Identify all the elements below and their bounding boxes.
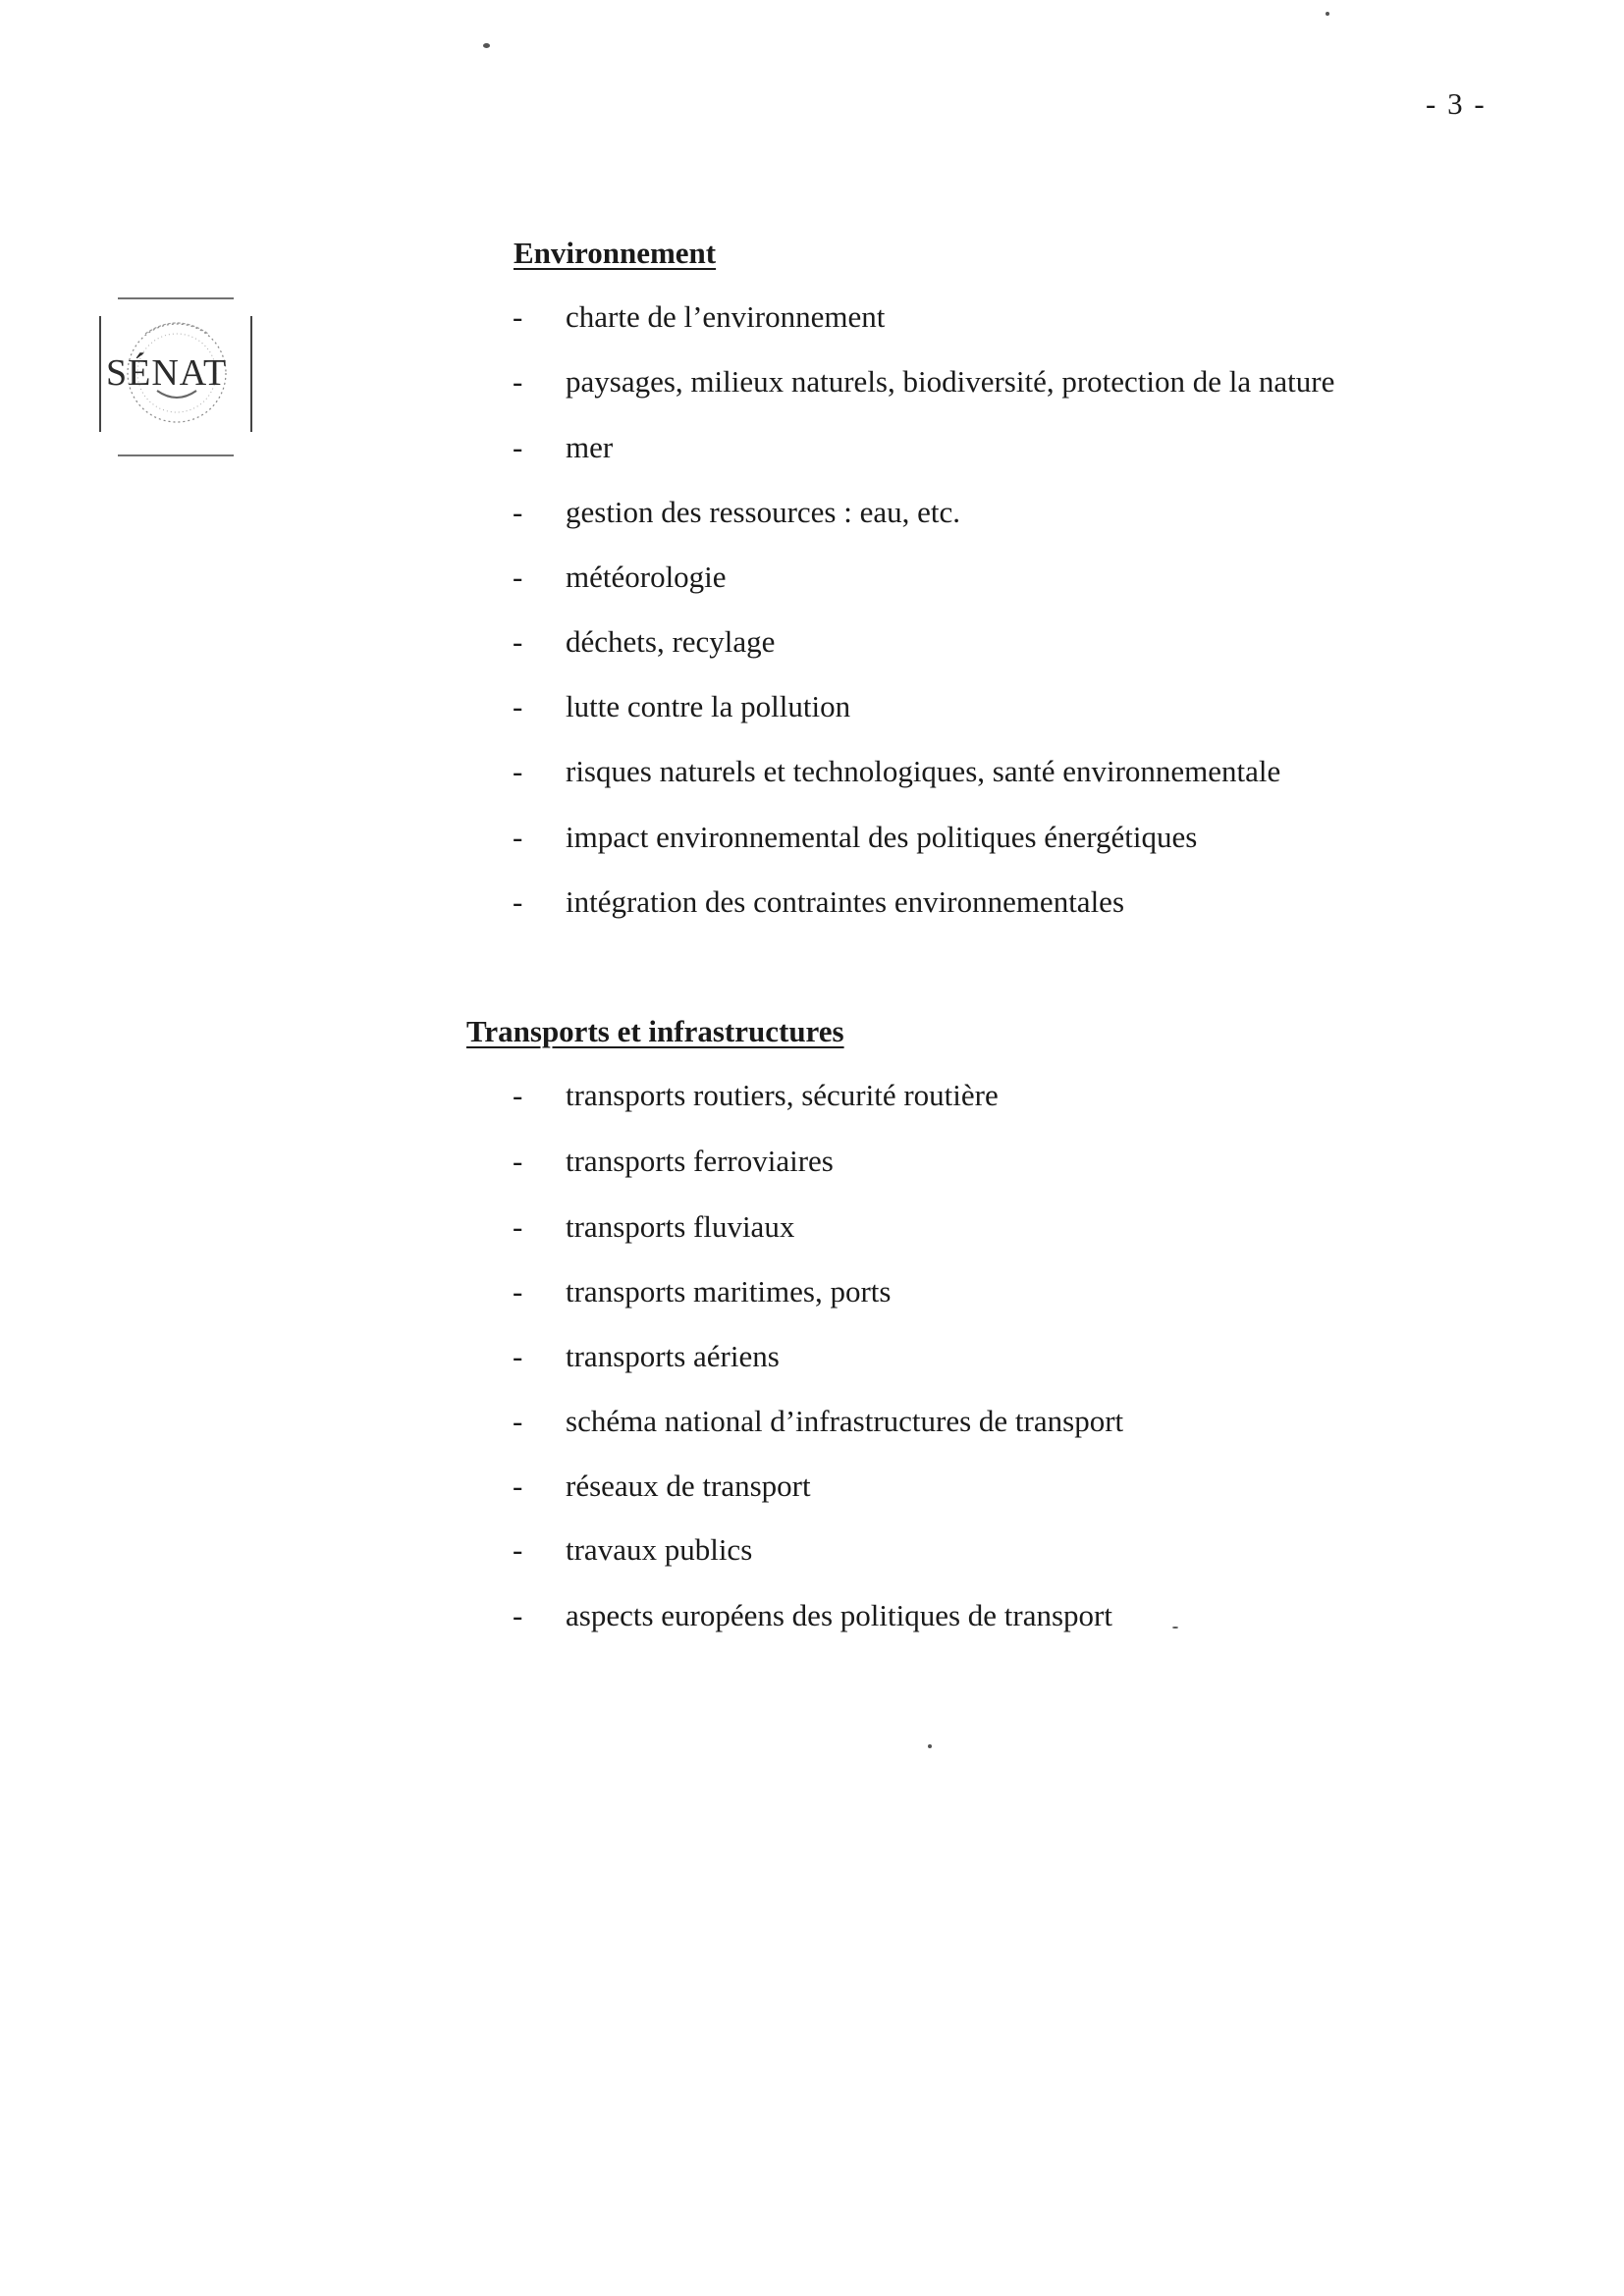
dash: - — [513, 754, 523, 788]
senat-logo-text: SÉNAT — [106, 352, 228, 394]
list-item-text: intégration des contraintes environnementales — [566, 884, 1125, 919]
senat-logo — [98, 294, 255, 459]
list-item-text: transports fluviaux — [566, 1209, 795, 1244]
dash: - — [513, 1274, 523, 1308]
list-item-text: impact environnemental des politiques énergétiques — [566, 820, 1198, 854]
list-item-text: transports maritimes, ports — [566, 1274, 892, 1308]
dash: - — [513, 1209, 523, 1244]
list-item-text: transports aériens — [566, 1339, 780, 1373]
dash: - — [513, 495, 523, 529]
scan-speck — [1172, 1627, 1178, 1629]
list-item-text: risques naturels et technologiques, santé environnementale — [566, 754, 1281, 788]
dash: - — [513, 1404, 523, 1438]
list-item-text: lutte contre la pollution — [566, 689, 851, 723]
dash: - — [513, 820, 523, 854]
dash: - — [513, 430, 523, 464]
list-item-text: transports ferroviaires — [566, 1144, 834, 1178]
dash: - — [513, 1078, 523, 1112]
list-item-text: travaux publics — [566, 1532, 753, 1567]
list-item-text: mer — [566, 430, 614, 464]
list-item-text: déchets, recylage — [566, 624, 776, 659]
scan-speck — [1326, 12, 1329, 16]
list-item-text: charte de l’environnement — [566, 299, 886, 334]
dash: - — [513, 624, 523, 659]
dash: - — [513, 1339, 523, 1373]
dash: - — [513, 884, 523, 919]
list-item-text: schéma national d’infrastructures de transport — [566, 1404, 1124, 1438]
dash: - — [513, 299, 523, 334]
list-item-text: réseaux de transport — [566, 1468, 811, 1503]
dash: - — [513, 364, 523, 399]
dash: - — [513, 1144, 523, 1178]
section-heading: Transports et infrastructures — [466, 1014, 844, 1048]
dash: - — [513, 1468, 523, 1503]
page-number: - 3 - — [1426, 86, 1487, 121]
dash: - — [513, 1598, 523, 1632]
scan-speck — [483, 43, 490, 48]
dash: - — [513, 689, 523, 723]
dash: - — [513, 1532, 523, 1567]
list-item-text: aspects européens des politiques de transport — [566, 1598, 1112, 1632]
list-item-text: gestion des ressources : eau, etc. — [566, 495, 961, 529]
section-heading: Environnement — [514, 236, 717, 270]
list-item-text: météorologie — [566, 560, 727, 594]
dash: - — [513, 560, 523, 594]
scan-speck — [928, 1744, 932, 1748]
list-item-text: paysages, milieux naturels, biodiversité, protection de la nature — [566, 364, 1335, 399]
list-item-text: transports routiers, sécurité routière — [566, 1078, 999, 1112]
